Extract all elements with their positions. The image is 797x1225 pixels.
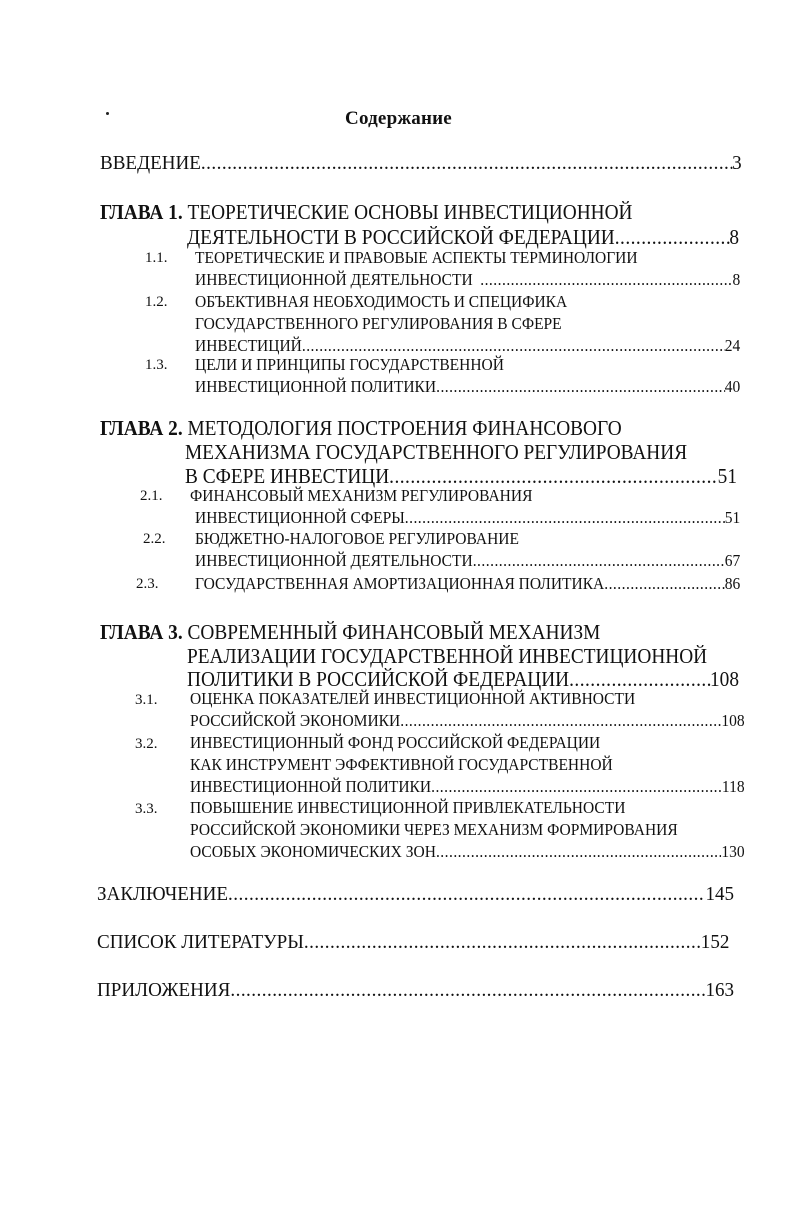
toc-entry-references[interactable] [97, 931, 729, 954]
leader-dots [228, 883, 705, 906]
chapter-2-heading-line2[interactable]: МЕХАНИЗМА ГОСУДАРСТВЕННОГО РЕГУЛИРОВАНИЯ [185, 440, 688, 464]
section-2-3-entry[interactable] [195, 574, 740, 594]
section-title-line: ИНВЕСТИЦИОННОЙ ПОЛИТИКИ [195, 377, 437, 396]
section-1-2-line1[interactable]: ОБЪЕКТИВНАЯ НЕОБХОДИМОСТЬ И СПЕЦИФИКА [195, 292, 568, 311]
toc-page-number: 118 [721, 777, 745, 796]
section-number: 3.2. [135, 736, 158, 752]
section-title-line: ИНВЕСТИЦИОННОЙ СФЕРЫ [195, 508, 405, 527]
chapter-title-line: МЕТОДОЛОГИЯ ПОСТРОЕНИЯ ФИНАНСОВОГО [187, 416, 622, 440]
section-title-line: ГОСУДАРСТВЕННАЯ АМОРТИЗАЦИОННАЯ ПОЛИТИКА [195, 574, 605, 593]
section-3-1-entry[interactable] [190, 711, 745, 731]
chapter-1-heading-line2[interactable] [187, 225, 739, 250]
section-3-2-line1[interactable]: ИНВЕСТИЦИОННЫЙ ФОНД РОССИЙСКОЙ ФЕДЕРАЦИИ [190, 733, 601, 752]
section-number: 2.2. [143, 531, 166, 547]
leader-dots [400, 711, 721, 731]
section-3-3-line1[interactable]: ПОВЫШЕНИЕ ИНВЕСТИЦИОННОЙ ПРИВЛЕКАТЕЛЬНОСТИ [190, 798, 626, 817]
section-number: 2.1. [140, 488, 163, 504]
toc-page-number: 51 [724, 508, 741, 527]
toc-entry-text: ПРИЛОЖЕНИЯ [97, 979, 231, 1001]
leader-dots [473, 551, 725, 571]
section-2-1-entry[interactable] [195, 508, 740, 528]
section-3-3-entry[interactable] [190, 842, 745, 862]
toc-page-number: 40 [724, 377, 741, 396]
toc-page-number: 24 [724, 336, 741, 355]
section-title-line: ИНВЕСТИЦИОННОЙ ПОЛИТИКИ [190, 777, 432, 796]
section-number: 1.2. [145, 294, 168, 310]
leader-dots [201, 152, 732, 175]
leader-dots [436, 377, 725, 397]
leader-dots [304, 931, 701, 954]
toc-entry-appendices[interactable] [97, 979, 734, 1002]
section-3-2-entry[interactable] [190, 777, 745, 797]
section-title-line: ИНВЕСТИЦИЙ [195, 336, 302, 355]
chapter-title-line: СОВРЕМЕННЫЙ ФИНАНСОВЫЙ МЕХАНИЗМ [187, 620, 601, 644]
section-number: 1.1. [145, 250, 168, 266]
leader-dots [405, 508, 725, 528]
section-1-1-line1[interactable]: ТЕОРЕТИЧЕСКИЕ И ПРАВОВЫЕ АСПЕКТЫ ТЕРМИНОЛОГИИ [195, 248, 638, 267]
section-1-2-entry[interactable] [195, 336, 740, 356]
section-1-3-entry[interactable] [195, 377, 740, 397]
toc-page-number: 67 [724, 551, 741, 570]
toc-page-number: 8 [732, 270, 741, 289]
section-1-1-entry[interactable] [195, 270, 740, 290]
toc-page-number: 8 [729, 225, 739, 249]
toc-page-number: 145 [705, 883, 735, 905]
chapter-1-heading[interactable] [100, 200, 633, 225]
toc-page-number: 86 [724, 574, 741, 593]
section-title-line: ИНВЕСТИЦИОННОЙ ДЕЯТЕЛЬНОСТИ [195, 270, 473, 289]
section-3-2-line2[interactable]: КАК ИНСТРУМЕНТ ЭФФЕКТИВНОЙ ГОСУДАРСТВЕННОЙ [190, 755, 613, 774]
toc-page-number: 163 [705, 979, 735, 1001]
section-number: 2.3. [136, 576, 159, 592]
section-2-2-entry[interactable] [195, 551, 740, 571]
toc-page-number: 108 [721, 711, 745, 730]
chapter-label: ГЛАВА 1. [100, 200, 183, 224]
section-number: 1.3. [145, 357, 168, 373]
section-3-3-line2[interactable]: РОССИЙСКОЙ ЭКОНОМИКИ ЧЕРЕЗ МЕХАНИЗМ ФОРМИРОВАНИЯ [190, 820, 678, 839]
leader-dots [302, 336, 725, 356]
toc-page-number: 3 [732, 152, 742, 174]
section-title-line: ИНВЕСТИЦИОННОЙ ДЕЯТЕЛЬНОСТИ [195, 551, 473, 570]
section-2-1-line1[interactable]: ФИНАНСОВЫЙ МЕХАНИЗМ РЕГУЛИРОВАНИЯ [190, 486, 533, 505]
chapter-title-line: ПОЛИТИКИ В РОССИЙСКОЙ ФЕДЕРАЦИИ [187, 667, 570, 691]
chapter-title-line: В СФЕРЕ ИНВЕСТИЦИ [185, 464, 390, 488]
section-3-1-line1[interactable]: ОЦЕНКА ПОКАЗАТЕЛЕЙ ИНВЕСТИЦИОННОЙ АКТИВНОСТИ [190, 689, 636, 708]
toc-entry-intro[interactable] [100, 152, 742, 175]
toc-page-number: 130 [721, 842, 745, 861]
toc-page-number: 108 [710, 667, 739, 691]
section-number: 3.3. [135, 801, 158, 817]
section-1-2-line2[interactable]: ГОСУДАРСТВЕННОГО РЕГУЛИРОВАНИЯ В СФЕРЕ [195, 314, 562, 333]
leader-dots [480, 270, 732, 290]
leader-dots [615, 225, 730, 250]
chapter-label: ГЛАВА 3. [100, 620, 183, 644]
leader-dots [431, 777, 722, 797]
chapter-title-line: ДЕЯТЕЛЬНОСТИ В РОССИЙСКОЙ ФЕДЕРАЦИИ [187, 225, 615, 249]
section-title-line: РОССИЙСКОЙ ЭКОНОМИКИ [190, 711, 401, 730]
toc-entry-text: СПИСОК ЛИТЕРАТУРЫ [97, 931, 304, 953]
page-title: Содержание [345, 108, 452, 129]
toc-entry-text: ВВЕДЕНИЕ [100, 152, 201, 174]
toc-entry-text: ЗАКЛЮЧЕНИЕ [97, 883, 229, 905]
leader-dots [230, 979, 705, 1002]
leader-dots [436, 842, 721, 862]
toc-entry-conclusion[interactable] [97, 883, 734, 906]
chapter-3-heading[interactable] [100, 620, 600, 645]
section-number: 3.1. [135, 692, 158, 708]
leader-dots [604, 574, 724, 594]
toc-page-number: 51 [717, 464, 737, 488]
section-1-3-line1[interactable]: ЦЕЛИ И ПРИНЦИПЫ ГОСУДАРСТВЕННОЙ [195, 355, 504, 374]
toc-page-number: 152 [700, 931, 730, 953]
section-2-2-line1[interactable]: БЮДЖЕТНО-НАЛОГОВОЕ РЕГУЛИРОВАНИЕ [195, 529, 519, 548]
chapter-title-line: ТЕОРЕТИЧЕСКИЕ ОСНОВЫ ИНВЕСТИЦИОННОЙ [187, 200, 633, 224]
section-title-line: ОСОБЫХ ЭКОНОМИЧЕСКИХ ЗОН [190, 842, 436, 861]
chapter-2-heading[interactable] [100, 416, 622, 441]
chapter-label: ГЛАВА 2. [100, 416, 183, 440]
chapter-3-heading-line2[interactable]: РЕАЛИЗАЦИИ ГОСУДАРСТВЕННОЙ ИНВЕСТИЦИОННОЙ [187, 644, 708, 668]
